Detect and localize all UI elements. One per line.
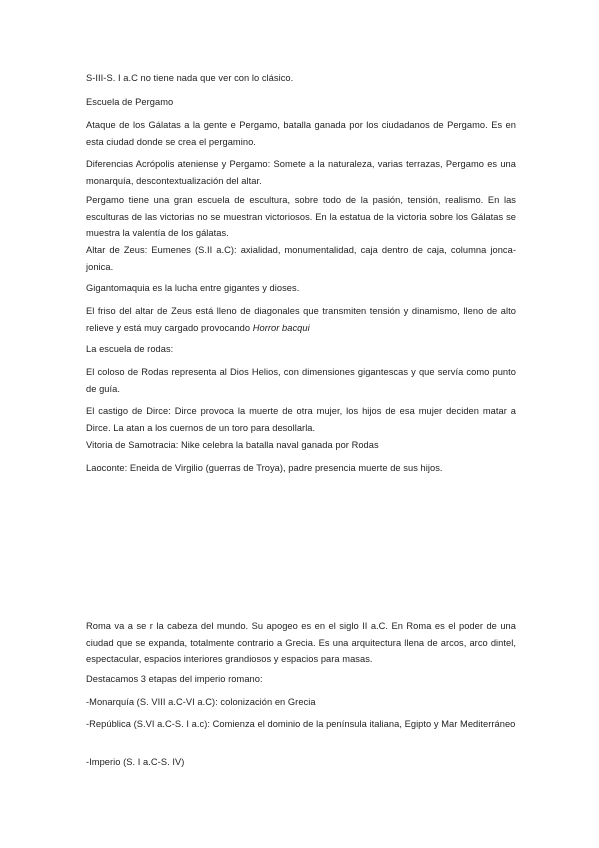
paragraph-victoria-samotracia: Vitoria de Samotracia: Nike celebra la batalla naval ganada por Rodas [86, 440, 379, 450]
paragraph-roma: Roma va a se r la cabeza del mundo. Su apogeo es en el siglo II a.C. En Roma es el poder de una ciudad que se expanda, totalmente contrario a Grecia. Es una arquitectura llena de arcos, arco dintel, espectacular, espacios interiores grandiosos y espacios para masas. [86, 621, 516, 664]
paragraph-ataque-galatas: Ataque de los Gálatas a la gente e Pergamo, batalla ganada por los ciudadanos de Pergamo. Es en esta ciudad donde se crea el pergamino. [86, 120, 516, 147]
paragraph-gigantomaquia: Gigantomaquia es la lucha entre gigantes y dioses. [86, 283, 300, 293]
paragraph-friso-altar [86, 303, 516, 336]
paragraph-escuela-escultura: Pergamo tiene una gran escuela de escultura, sobre todo de la pasión, tensión, realismo. En las esculturas de las victorias no se muestran victoriosos. En la estatua de la victoria sobre los Gálatas se muestra la valentía de los gálatas. [86, 195, 516, 238]
paragraph-laoconte: Laoconte: Eneida de Virgilio (guerras de Troya), padre presencia muerte de sus hijos. [86, 463, 443, 473]
paragraph-friso-italic: Horror bacqui [252, 322, 310, 333]
list-item-republica: -República (S.VI a.C-S. I a.c): Comienza el dominio de la península italiana, Egipto y Mar Mediterráneo [86, 719, 516, 729]
paragraph-diferencias-acropolis: Diferencias Acrópolis ateniense y Pergamo: Somete a la naturaleza, varias terrazas, Pergamo es una monarquía, descontextualización del altar. [86, 159, 516, 186]
paragraph-friso-text: El friso del altar de Zeus está lleno de diagonales que transmiten tensión y dinamismo, lleno de alto relieve y está muy cargado provocando [86, 306, 516, 333]
list-item-monarquia: -Monarquía (S. VIII a.C-VI a.C): colonización en Grecia [86, 697, 316, 707]
paragraph-periodo: S-III-S. I a.C no tiene nada que ver con lo clásico. [86, 73, 294, 83]
heading-escuela-pergamo: Escuela de Pergamo [86, 97, 174, 107]
paragraph-etapas-imperio: Destacamos 3 etapas del imperio romano: [86, 674, 263, 684]
paragraph-altar-zeus: Altar de Zeus: Eumenes (S.II a.C): axialidad, monumentalidad, caja dentro de caja, columna jonca-jonica. [86, 245, 516, 272]
paragraph-castigo-dirce: El castigo de Dirce: Dirce provoca la muerte de otra mujer, los hijos de esa mujer deciden matar a Dirce. La atan a los cuernos de un toro para desollarla. [86, 406, 516, 433]
heading-escuela-rodas: La escuela de rodas: [86, 344, 174, 354]
paragraph-coloso-rodas: El coloso de Rodas representa al Dios Helios, con dimensiones gigantescas y que servía como punto de guía. [86, 367, 516, 394]
list-item-imperio: -Imperio (S. I a.C-S. IV) [86, 757, 185, 767]
